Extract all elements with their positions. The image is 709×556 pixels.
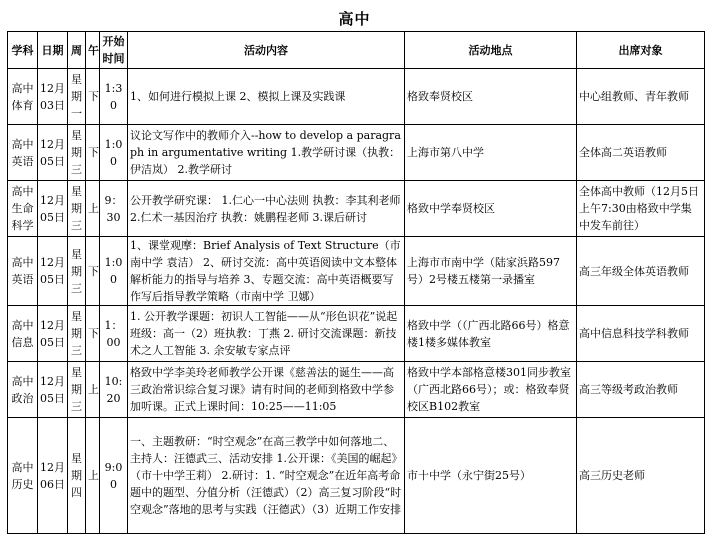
cell-subject: 高中生命科学 bbox=[8, 181, 38, 237]
header-weekday: 周 bbox=[68, 32, 86, 69]
cell-location: 格致奉贤校区 bbox=[405, 69, 577, 125]
cell-subject: 高中信息 bbox=[8, 306, 38, 362]
cell-attendees: 全体高二英语教师 bbox=[577, 125, 705, 181]
cell-location: 格致中学本部格意楼301同步教室（广西北路66号）；或：格致奉贤校区B102教室 bbox=[405, 362, 577, 418]
cell-content: 公开教学研究课： 1.仁心一中心法则 执教：李其利老师 2.仁术一基因治疗 执教：姚鹏程老师 3.课后研讨 bbox=[128, 181, 405, 237]
cell-half-day: 下 bbox=[86, 237, 100, 306]
schedule-table bbox=[7, 31, 705, 534]
cell-date: 12月05日 bbox=[38, 237, 68, 306]
cell-content: 1、如何进行模拟上课 2、模拟上课及实践课 bbox=[128, 69, 405, 125]
cell-half-day: 下 bbox=[86, 69, 100, 125]
table-row bbox=[8, 362, 705, 418]
header-date: 日期 bbox=[38, 32, 68, 69]
cell-weekday: 星期三 bbox=[68, 125, 86, 181]
cell-date: 12月05日 bbox=[38, 362, 68, 418]
cell-half-day: 下 bbox=[86, 125, 100, 181]
cell-start-time: 1:00 bbox=[100, 237, 128, 306]
cell-start-time: 9:00 bbox=[100, 418, 128, 534]
header-content: 活动内容 bbox=[128, 32, 405, 69]
cell-start-time: 1：00 bbox=[100, 306, 128, 362]
header-subject: 学科 bbox=[8, 32, 38, 69]
header-attendees: 出席对象 bbox=[577, 32, 705, 69]
cell-subject: 高中政治 bbox=[8, 362, 38, 418]
cell-attendees: 高三历史老师 bbox=[577, 418, 705, 534]
cell-content: 一、主题教研：“时空观念”在高三教学中如何落地二、主持人：汪德武三、活动安排 1.公开课：《美国的崛起》（市十中学王莉） 2.研讨：1. “时空观念”在近年高考命题中的题型、分值分析（汪德武）（2）高三复习阶段“时空观念”落地的思考与实践（汪德武）（3）近期工作安排 bbox=[128, 418, 405, 534]
cell-location: 上海市第八中学 bbox=[405, 125, 577, 181]
cell-subject: 高中英语 bbox=[8, 237, 38, 306]
cell-attendees: 高中信息科技学科教师 bbox=[577, 306, 705, 362]
cell-half-day: 上 bbox=[86, 418, 100, 534]
header-start-time: 开始时间 bbox=[100, 32, 128, 69]
cell-start-time: 1:30 bbox=[100, 69, 128, 125]
cell-location: 上海市市南中学（陆家浜路597号）2号楼五楼第一录播室 bbox=[405, 237, 577, 306]
header-row bbox=[8, 32, 705, 69]
cell-subject: 高中体育 bbox=[8, 69, 38, 125]
cell-weekday: 星期三 bbox=[68, 181, 86, 237]
cell-location: 格致中学奉贤校区 bbox=[405, 181, 577, 237]
cell-attendees: 中心组教师、青年教师 bbox=[577, 69, 705, 125]
cell-date: 12月05日 bbox=[38, 125, 68, 181]
cell-content: 1. 公开教学课题：初识人工智能——从“形色识花”说起班级：高一（2）班执教：丁燕 2. 研讨交流课题：新技术之人工智能 3. 余安敏专家点评 bbox=[128, 306, 405, 362]
table-row bbox=[8, 69, 705, 125]
cell-weekday: 星期三 bbox=[68, 362, 86, 418]
cell-half-day: 下 bbox=[86, 306, 100, 362]
cell-start-time: 9：30 bbox=[100, 181, 128, 237]
table-row bbox=[8, 181, 705, 237]
cell-half-day: 上 bbox=[86, 362, 100, 418]
cell-start-time: 10:20 bbox=[100, 362, 128, 418]
cell-weekday: 星期三 bbox=[68, 237, 86, 306]
table-row bbox=[8, 237, 705, 306]
cell-attendees: 全体高中教师（12月5日上午7:30由格致中学集中发车前往） bbox=[577, 181, 705, 237]
cell-content: 1、课堂观摩：Brief Analysis of Text Structure（市南中学 袁洁） 2、研讨交流：高中英语阅读中文本整体解析能力的指导与培养 3、专题交流：高中英语概要写作写后指导教学策略（市南中学 卫娜） bbox=[128, 237, 405, 306]
cell-subject: 高中英语 bbox=[8, 125, 38, 181]
cell-subject: 高中历史 bbox=[8, 418, 38, 534]
cell-weekday: 星期三 bbox=[68, 306, 86, 362]
cell-half-day: 上 bbox=[86, 181, 100, 237]
cell-location: 格致中学（（广西北路66号）格意楼1楼多媒体教室 bbox=[405, 306, 577, 362]
header-half-day: 午 bbox=[86, 32, 100, 69]
table-row bbox=[8, 418, 705, 534]
cell-attendees: 高三年级全体英语教师 bbox=[577, 237, 705, 306]
header-location: 活动地点 bbox=[405, 32, 577, 69]
table-row bbox=[8, 125, 705, 181]
cell-date: 12月05日 bbox=[38, 306, 68, 362]
cell-content: 格致中学李美玲老师教学公开课《慈善法的诞生——高三政治常识综合复习课》请有时间的老师到格致中学参加听课。正式上课时间：10:25——11:05 bbox=[128, 362, 405, 418]
cell-attendees: 高三等级考政治教师 bbox=[577, 362, 705, 418]
cell-content: 议论文写作中的教师介入--how to develop a paragraph in argumentative writing 1.教学研讨课（执教：伊洁岚） 2.教学研讨 bbox=[128, 125, 405, 181]
cell-date: 12月03日 bbox=[38, 69, 68, 125]
cell-start-time: 1:00 bbox=[100, 125, 128, 181]
cell-date: 12月05日 bbox=[38, 181, 68, 237]
cell-location: 市十中学（永宁街25号） bbox=[405, 418, 577, 534]
table-row bbox=[8, 306, 705, 362]
cell-weekday: 星期一 bbox=[68, 69, 86, 125]
page-title: 高中 bbox=[338, 10, 371, 28]
cell-date: 12月06日 bbox=[38, 418, 68, 534]
cell-weekday: 星期四 bbox=[68, 418, 86, 534]
